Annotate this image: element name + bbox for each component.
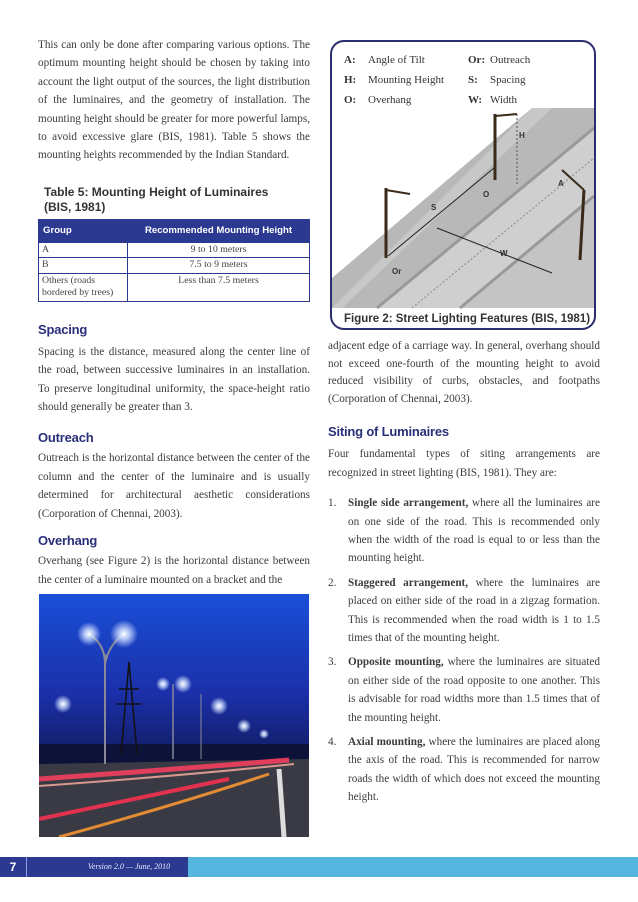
spacing-heading: Spacing xyxy=(38,321,88,337)
svg-text:Or: Or xyxy=(392,267,402,276)
list-number: 3. xyxy=(328,656,337,669)
legend-value: Width xyxy=(490,94,518,106)
list-text: where the luminaires are placed on either side of the road in a zigzag formation. This is recommended when the road width is 1 to 1.5 times that of the mounting height. xyxy=(348,576,600,645)
table-cell: 7.5 to 9 meters xyxy=(128,258,310,274)
siting-list xyxy=(328,494,600,807)
legend-key: S: xyxy=(468,74,478,86)
list-text: where all the luminaires are on one side of the road. This is recommended only when the width of the road is equal to or less than the mounting height. xyxy=(348,497,600,565)
legend-key: W: xyxy=(468,94,483,106)
list-item xyxy=(328,733,600,807)
svg-text:W: W xyxy=(500,249,508,258)
list-number: 2. xyxy=(328,576,337,589)
list-item xyxy=(328,653,600,727)
list-term: Axial mounting, xyxy=(348,736,426,749)
figure-legend xyxy=(344,50,530,110)
table-cell: B xyxy=(39,258,128,274)
list-number: 1. xyxy=(328,497,337,510)
table-row xyxy=(39,242,310,258)
street-lighting-diagram xyxy=(332,108,594,318)
list-text: where the luminaires are situated on either side of the road opposite to one another. This is advisable for road widths more than 1.5 times that of the mounting height. xyxy=(348,656,600,724)
legend-value: Spacing xyxy=(490,74,526,86)
legend-row xyxy=(344,70,530,90)
table-caption: Table 5: Mounting Height of Luminaires (BIS, 1981) xyxy=(44,184,269,214)
siting-heading: Siting of Luminaires xyxy=(328,424,449,440)
overhang-body: Overhang (see Figure 2) is the horizontal distance between the center of a luminaire mounted on a bracket and the xyxy=(38,555,310,586)
list-item xyxy=(328,494,600,568)
list-term: Opposite mounting, xyxy=(348,656,444,669)
intro-paragraph: This can only be done after comparing various options. The optimum mounting height should be chosen by taking into account the light output of the sources, the light distribution of the luminaires, and the geometry of installation. The mounting height should be greater for more powerful lamps, to avoid excessive glare (BIS, 1981). Table 5 shows the mounting heights recommended by the Indian Standard. xyxy=(38,39,310,162)
svg-text:O: O xyxy=(483,190,490,199)
figure-2-box xyxy=(330,40,596,330)
table-cell: Less than 7.5 meters xyxy=(128,273,310,301)
right-column xyxy=(328,338,600,813)
table-cell: A xyxy=(39,242,128,258)
spacing-body: Spacing is the distance, measured along the center line of the road, between successive luminaires in an installation. To preserve longitudinal uniformity, the space-height ratio should generally be greater than 3. xyxy=(38,345,310,414)
mounting-height-table xyxy=(38,219,310,302)
version-label: Version 2.0 — June, 2010 xyxy=(87,862,171,871)
table-header-height: Recommended Mounting Height xyxy=(128,219,310,242)
table-cell: 9 to 10 meters xyxy=(128,242,310,258)
street-lights-photo xyxy=(39,594,309,837)
legend-value: Mounting Height xyxy=(368,74,445,86)
legend-value: Angle of Tilt xyxy=(368,54,425,66)
siting-intro: Four fundamental types of siting arrangements are recognized in street lighting (BIS, 1981). They are: xyxy=(328,448,600,479)
list-term: Single side arrangement, xyxy=(348,497,469,510)
table-header-group: Group xyxy=(39,219,128,242)
page-footer xyxy=(0,857,638,877)
table-row xyxy=(39,258,310,274)
table-header-row xyxy=(39,219,310,242)
list-number: 4. xyxy=(328,736,337,749)
list-item xyxy=(328,574,600,648)
page-number: 7 xyxy=(0,857,27,877)
outreach-body: Outreach is the horizontal distance between the center of the column and the center of the luminaire and is usually determined for architectural aesthetic considerations (Corporation of Chennai, 2003). xyxy=(38,452,310,520)
table-cell: Others (roads bordered by trees) xyxy=(39,273,128,301)
legend-value: Outreach xyxy=(490,54,531,66)
overhang-heading: Overhang xyxy=(38,533,98,549)
svg-text:H: H xyxy=(519,131,525,140)
legend-key: Or: xyxy=(468,54,486,66)
legend-key: O: xyxy=(344,94,357,106)
svg-text:A: A xyxy=(558,179,564,188)
outreach-heading: Outreach xyxy=(38,430,94,446)
list-text: where the luminaires are placed along the axis of the road. This is recommended for narrow roads the width of which does not exceed the mounting height. xyxy=(348,736,600,804)
legend-row xyxy=(344,90,530,110)
table-row xyxy=(39,273,310,301)
left-column xyxy=(38,36,310,589)
legend-value: Overhang xyxy=(368,94,412,106)
legend-key: A: xyxy=(344,54,356,66)
overhang-continued: adjacent edge of a carriage way. In general, overhang should not exceed one-fourth of the mounting height to avoid reduced visibility of curbs, obstacles, and footpaths (Corporation of Chennai, 2003). xyxy=(328,340,600,405)
figure-caption: Figure 2: Street Lighting Features (BIS, 1981) xyxy=(344,313,591,325)
legend-row xyxy=(344,50,530,70)
legend-key: H: xyxy=(344,74,357,86)
list-term: Staggered arrangement, xyxy=(348,576,469,589)
svg-text:S: S xyxy=(431,203,437,212)
